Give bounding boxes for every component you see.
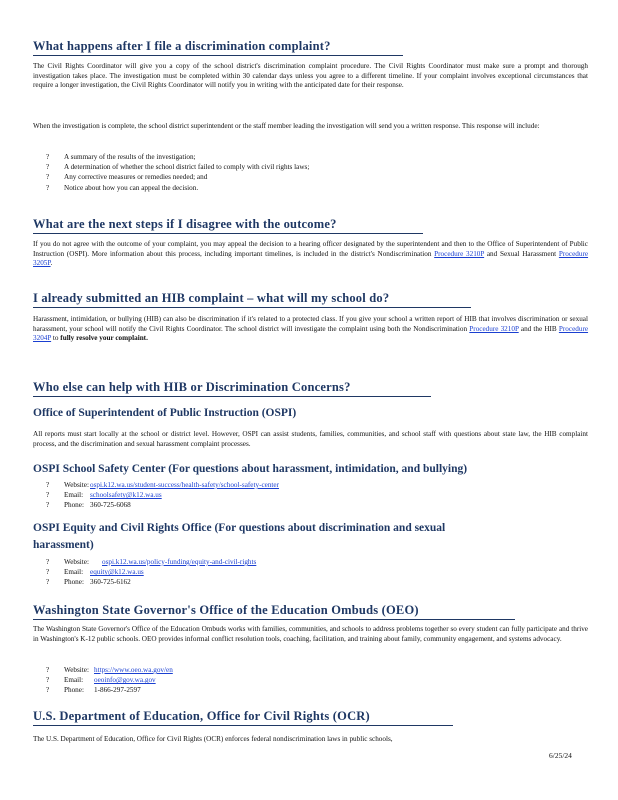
oeo-email-link[interactable]: oeoinfo@gov.wa.gov: [94, 676, 156, 685]
response-bullet-list: [46, 152, 309, 193]
equity-office-heading: OSPI Equity and Civil Rights Office (For questions about discrimination and sexual: [33, 522, 446, 534]
phone-number: 1-866-297-2597: [94, 686, 141, 695]
bullet-glyph: ?: [46, 163, 50, 172]
bullet-glyph: ?: [46, 153, 50, 161]
paragraph-investigation-complete: [33, 122, 588, 132]
paragraph-text: The Washington State Governor's Office of the Education Ombuds works with families, communities, and schools to address problems together so every student can fully participate and thrive in Washington's K-12 public schools. OEO provides informal conflict resolution tools, coaching, facilitation, and training about family, community engagement, and systems advocacy.: [33, 625, 588, 643]
paragraph-text: The U.S. Department of Education, Office for Civil Rights (OCR) enforces federal nondiscrimination laws in public schools,: [33, 735, 393, 743]
list-item: ? Notice about how you can appeal the decision.: [46, 183, 199, 192]
procedure-3204p-link[interactable]: Procedure 3204P: [33, 324, 589, 343]
paragraph-text: When the investigation is complete, the school district superintendent or the staff member leading the investigation will send you a written response. This response will include:: [33, 122, 540, 130]
list-item: ? A summary of the results of the investigation;: [46, 153, 196, 161]
list-item: ? Phone: 360-725-6068: [46, 501, 131, 510]
bullet-glyph: ?: [46, 183, 50, 192]
phone-number: 360-725-6068: [90, 501, 131, 510]
procedure-3210p-link[interactable]: Procedure 3210P: [434, 249, 485, 258]
footer-date: 6/25/24: [549, 751, 572, 760]
paragraph-appeal: If you do not agree with the outcome of your complaint, you may appeal the decision to a hearing officer designated by the superintendent and then to the Office of Superintendent of Public Instruction (OSPI). More information about this process, including important timelines, is included in the district's Nondiscrimination Procedure 3210P and Sexual Harassment Procedure 3205P.: [33, 240, 589, 268]
paragraph-coordinator: [33, 62, 588, 91]
safety-center-heading: OSPI School Safety Center (For questions about harassment, intimidation, and bullying): [33, 463, 468, 475]
list-item: ? Phone: 1-866-297-2597: [46, 686, 141, 695]
heading-ocr: U.S. Department of Education, Office for Civil Rights (OCR): [33, 709, 453, 726]
list-item: ? Any corrective measures or remedies needed; and: [46, 173, 208, 182]
paragraph-ospi: [33, 430, 588, 449]
bullet-glyph: ?: [46, 173, 50, 182]
bold-text: fully resolve your complaint.: [60, 334, 148, 343]
phone-number: 360-725-6162: [90, 578, 131, 587]
heading-next-steps: What are the next steps if I disagree with the outcome?: [33, 217, 423, 234]
paragraph-hib: Harassment, intimidation, or bullying (HIB) can also be discrimination if it's related to a protected class. If you give your school a written report of HIB that involves discrimination or sexual harassment, your school will notify the Civil Rights Coordinator. The school district will investigate the complaint using both the Nondiscrimination Procedure 3210P and the HIB Procedure 3204P to fully resolve your complaint.: [33, 315, 589, 343]
safety-center-email-link[interactable]: schoolsafety@k12.wa.us: [90, 491, 162, 500]
ospi-heading: Office of Superintendent of Public Instruction (OSPI): [33, 407, 297, 419]
equity-office-contacts: [46, 557, 256, 588]
heading-after-filing: What happens after I file a discrimination complaint?: [33, 39, 403, 56]
oeo-website-link[interactable]: https://www.oeo.wa.gov/en: [94, 666, 173, 674]
list-item: ? Email: schoolsafety@k12.wa.us: [46, 491, 162, 500]
list-item: ? Email: oeoinfo@gov.wa.gov: [46, 676, 156, 685]
equity-email-link[interactable]: equity@k12.wa.us: [90, 568, 144, 577]
list-item: ? A determination of whether the school district failed to comply with civil rights laws;: [46, 163, 310, 172]
heading-oeo: Washington State Governor's Office of the Education Ombuds (OEO): [33, 603, 515, 620]
procedure-3210p-link[interactable]: Procedure 3210P: [469, 324, 519, 333]
safety-center-contacts: [46, 480, 279, 511]
paragraph-text: The Civil Rights Coordinator will give you a copy of the school district's discrimination complaint procedure. The Civil Rights Coordinator must make sure a prompt and thorough investigation takes place. The investigation must be completed within 30 calendar days unless you agree to a different timeline. If your complaint involves exceptional circumstances that require a longer investigation, the Civil Rights Coordinator will notify you in writing with the anticipated date for their response.: [33, 62, 588, 90]
paragraph-oeo: [33, 625, 588, 644]
list-item: ? Website: ospi.k12.wa.us/policy-funding/equity-and-civil-rights: [46, 558, 257, 566]
heading-who-else-can-help: Who else can help with HIB or Discrimination Concerns?: [33, 380, 431, 397]
equity-website-link[interactable]: ospi.k12.wa.us/policy-funding/equity-and-civil-rights: [102, 558, 257, 566]
list-item: ? Email: equity@k12.wa.us: [46, 568, 144, 577]
list-item: ? Website: https://www.oeo.wa.gov/en: [46, 666, 173, 674]
safety-center-website-link[interactable]: ospi.k12.wa.us/student-success/health-safety/school-safety-center: [90, 481, 280, 489]
oeo-contacts: [46, 665, 173, 696]
procedure-3205p-link[interactable]: Procedure 3205P: [33, 249, 589, 268]
paragraph-ocr: [33, 735, 588, 745]
paragraph-text: All reports must start locally at the school or district level. However, OSPI can assist students, families, communities, and school staff with questions about state law, the HIB complaint process, and the discrimination and sexual harassment complaint processes.: [33, 430, 588, 448]
heading-hib-complaint: I already submitted an HIB complaint – what will my school do?: [33, 291, 471, 308]
list-item: ? Website:ospi.k12.wa.us/student-success/health-safety/school-safety-center: [46, 481, 280, 489]
list-item: ? Phone: 360-725-6162: [46, 578, 131, 587]
equity-office-heading-cont: harassment): [33, 539, 94, 551]
